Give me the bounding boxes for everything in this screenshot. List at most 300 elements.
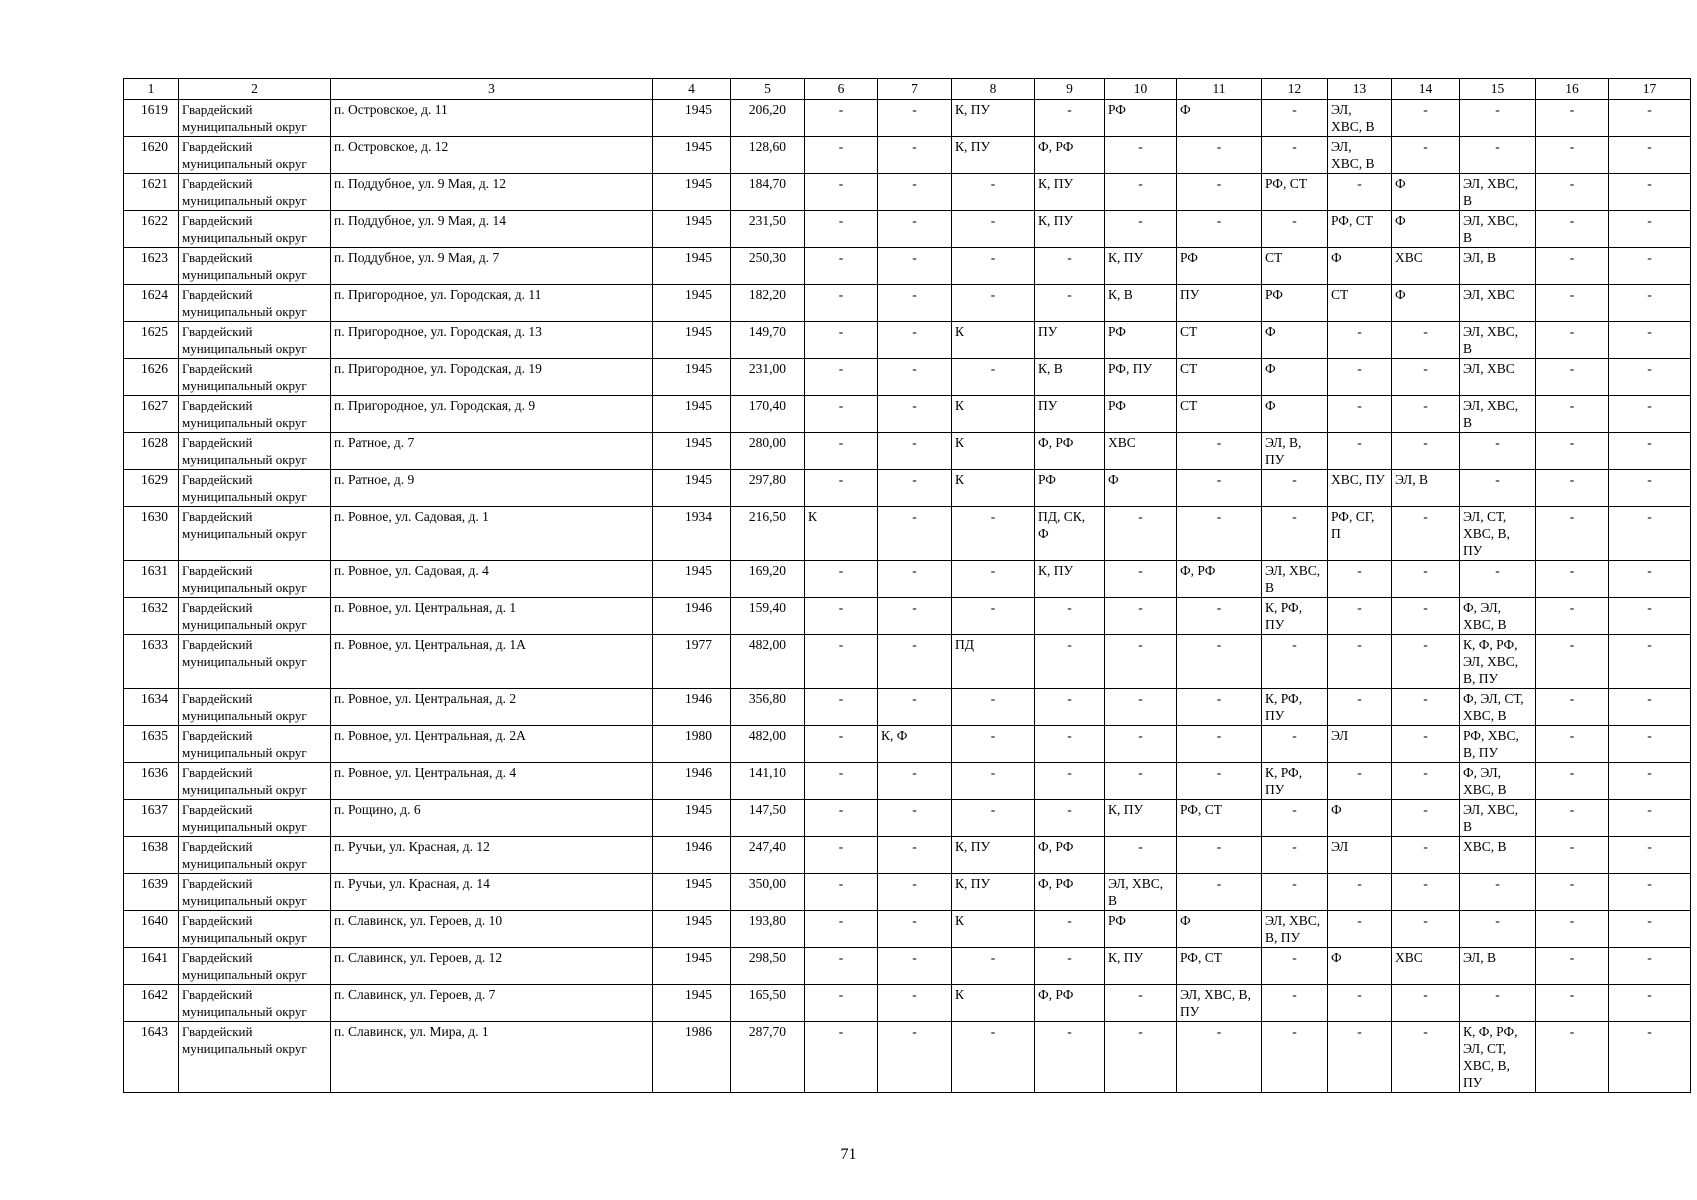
table-cell-col-16: -: [1536, 948, 1609, 985]
table-cell-col-17: -: [1609, 763, 1691, 800]
table-cell-col-12: -: [1262, 726, 1328, 763]
table-cell-col-13: ЭЛ, ХВС, В: [1328, 137, 1392, 174]
table-cell-col-8: -: [952, 689, 1035, 726]
table-cell-col-17: -: [1609, 874, 1691, 911]
table-cell-col-9: Ф, РФ: [1035, 874, 1105, 911]
table-cell-col-5: 482,00: [731, 635, 805, 689]
table-cell-col-6: -: [805, 433, 878, 470]
table-cell-col-11: РФ, СТ: [1177, 800, 1262, 837]
table-cell-col-5: 298,50: [731, 948, 805, 985]
table-cell-col-2: Гвардейский муниципальный округ: [179, 211, 331, 248]
table-cell-col-16: -: [1536, 359, 1609, 396]
table-cell-col-16: -: [1536, 507, 1609, 561]
table-cell-col-2: Гвардейский муниципальный округ: [179, 800, 331, 837]
column-header-7: 7: [878, 79, 952, 100]
table-cell-col-11: -: [1177, 211, 1262, 248]
table-cell-col-4: 1945: [653, 322, 731, 359]
table-row: [124, 598, 1691, 635]
table-cell-col-13: РФ, СТ: [1328, 211, 1392, 248]
table-cell-col-9: РФ: [1035, 470, 1105, 507]
table-cell-col-5: 169,20: [731, 561, 805, 598]
table-cell-col-6: -: [805, 137, 878, 174]
table-cell-col-15: К, Ф, РФ, ЭЛ, СТ, ХВС, В, ПУ: [1460, 1022, 1536, 1093]
table-cell-col-15: ЭЛ, ХВС, В: [1460, 322, 1536, 359]
table-cell-col-10: -: [1105, 561, 1177, 598]
table-cell-col-16: -: [1536, 985, 1609, 1022]
table-cell-col-5: 170,40: [731, 396, 805, 433]
table-cell-col-14: -: [1392, 322, 1460, 359]
table-cell-col-16: -: [1536, 911, 1609, 948]
table-cell-col-13: -: [1328, 433, 1392, 470]
table-cell-col-3: п. Славинск, ул. Героев, д. 7: [331, 985, 653, 1022]
table-cell-col-17: -: [1609, 285, 1691, 322]
column-header-16: 16: [1536, 79, 1609, 100]
table-cell-col-10: -: [1105, 635, 1177, 689]
table-cell-col-1: 1619: [124, 100, 179, 137]
table-cell-col-14: ХВС: [1392, 248, 1460, 285]
table-row: [124, 561, 1691, 598]
page-number: 71: [840, 1146, 857, 1163]
table-cell-col-8: -: [952, 211, 1035, 248]
table-cell-col-16: -: [1536, 396, 1609, 433]
table-cell-col-1: 1623: [124, 248, 179, 285]
table-cell-col-9: Ф, РФ: [1035, 433, 1105, 470]
table-cell-col-6: К: [805, 507, 878, 561]
table-cell-col-15: -: [1460, 470, 1536, 507]
table-cell-col-9: К, ПУ: [1035, 211, 1105, 248]
table-row: [124, 948, 1691, 985]
table-cell-col-2: Гвардейский муниципальный округ: [179, 433, 331, 470]
table-cell-col-9: ПУ: [1035, 396, 1105, 433]
table-cell-col-13: -: [1328, 322, 1392, 359]
table-cell-col-11: -: [1177, 837, 1262, 874]
table-cell-col-16: -: [1536, 470, 1609, 507]
table-row: [124, 635, 1691, 689]
table-cell-col-11: -: [1177, 689, 1262, 726]
table-cell-col-7: -: [878, 211, 952, 248]
table-cell-col-14: ХВС: [1392, 948, 1460, 985]
table-cell-col-9: К, ПУ: [1035, 561, 1105, 598]
table-cell-col-10: -: [1105, 598, 1177, 635]
table-cell-col-6: -: [805, 598, 878, 635]
table-cell-col-8: -: [952, 359, 1035, 396]
table-cell-col-6: -: [805, 689, 878, 726]
column-header-8: 8: [952, 79, 1035, 100]
table-row: [124, 211, 1691, 248]
table-cell-col-15: -: [1460, 874, 1536, 911]
table-cell-col-17: -: [1609, 507, 1691, 561]
table-cell-col-10: -: [1105, 985, 1177, 1022]
table-cell-col-1: 1634: [124, 689, 179, 726]
table-cell-col-5: 206,20: [731, 100, 805, 137]
table-cell-col-4: 1945: [653, 985, 731, 1022]
table-cell-col-8: К, ПУ: [952, 137, 1035, 174]
table-cell-col-1: 1636: [124, 763, 179, 800]
column-header-3: 3: [331, 79, 653, 100]
table-row: [124, 874, 1691, 911]
table-cell-col-12: -: [1262, 1022, 1328, 1093]
table-cell-col-12: Ф: [1262, 396, 1328, 433]
table-cell-col-1: 1625: [124, 322, 179, 359]
table-cell-col-4: 1945: [653, 396, 731, 433]
table-cell-col-16: -: [1536, 689, 1609, 726]
table-cell-col-10: К, ПУ: [1105, 800, 1177, 837]
table-cell-col-1: 1642: [124, 985, 179, 1022]
table-cell-col-11: -: [1177, 598, 1262, 635]
table-cell-col-13: ЭЛ: [1328, 837, 1392, 874]
table-cell-col-13: -: [1328, 1022, 1392, 1093]
table-cell-col-3: п. Ручьи, ул. Красная, д. 12: [331, 837, 653, 874]
table-cell-col-7: -: [878, 507, 952, 561]
column-header-17: 17: [1609, 79, 1691, 100]
table-cell-col-10: РФ: [1105, 322, 1177, 359]
table-cell-col-2: Гвардейский муниципальный округ: [179, 507, 331, 561]
table-cell-col-17: -: [1609, 433, 1691, 470]
table-row: [124, 174, 1691, 211]
table-cell-col-9: -: [1035, 726, 1105, 763]
table-cell-col-5: 280,00: [731, 433, 805, 470]
table-cell-col-8: К: [952, 985, 1035, 1022]
table-cell-col-12: РФ: [1262, 285, 1328, 322]
table-cell-col-4: 1945: [653, 285, 731, 322]
table-cell-col-4: 1977: [653, 635, 731, 689]
table-cell-col-14: -: [1392, 100, 1460, 137]
table-cell-col-11: СТ: [1177, 322, 1262, 359]
table-cell-col-2: Гвардейский муниципальный округ: [179, 874, 331, 911]
table-cell-col-4: 1945: [653, 800, 731, 837]
table-cell-col-7: -: [878, 948, 952, 985]
table-cell-col-13: -: [1328, 763, 1392, 800]
table-cell-col-10: Ф: [1105, 470, 1177, 507]
table-cell-col-4: 1945: [653, 248, 731, 285]
table-row: [124, 137, 1691, 174]
table-cell-col-4: 1945: [653, 561, 731, 598]
table-cell-col-1: 1640: [124, 911, 179, 948]
table-cell-col-4: 1945: [653, 174, 731, 211]
table-cell-col-5: 159,40: [731, 598, 805, 635]
table-cell-col-8: К: [952, 470, 1035, 507]
table-cell-col-6: -: [805, 470, 878, 507]
table-cell-col-11: Ф: [1177, 100, 1262, 137]
table-body: [124, 100, 1691, 1093]
table-cell-col-7: -: [878, 911, 952, 948]
table-cell-col-8: -: [952, 763, 1035, 800]
table-cell-col-9: -: [1035, 948, 1105, 985]
table-cell-col-17: -: [1609, 837, 1691, 874]
table-cell-col-3: п. Ровное, ул. Центральная, д. 1: [331, 598, 653, 635]
table-cell-col-17: -: [1609, 948, 1691, 985]
table-cell-col-2: Гвардейский муниципальный округ: [179, 137, 331, 174]
table-cell-col-16: -: [1536, 1022, 1609, 1093]
table-cell-col-3: п. Поддубное, ул. 9 Мая, д. 12: [331, 174, 653, 211]
table-cell-col-13: ХВС, ПУ: [1328, 470, 1392, 507]
table-cell-col-14: -: [1392, 137, 1460, 174]
table-row: [124, 433, 1691, 470]
table-cell-col-13: -: [1328, 561, 1392, 598]
table-cell-col-15: К, Ф, РФ, ЭЛ, ХВС, В, ПУ: [1460, 635, 1536, 689]
table-cell-col-17: -: [1609, 635, 1691, 689]
table-cell-col-16: -: [1536, 874, 1609, 911]
table-cell-col-2: Гвардейский муниципальный округ: [179, 174, 331, 211]
table-cell-col-10: -: [1105, 174, 1177, 211]
table-cell-col-12: ЭЛ, ХВС, В, ПУ: [1262, 911, 1328, 948]
table-cell-col-11: Ф, РФ: [1177, 561, 1262, 598]
table-cell-col-12: СТ: [1262, 248, 1328, 285]
table-cell-col-16: -: [1536, 763, 1609, 800]
table-cell-col-12: К, РФ, ПУ: [1262, 598, 1328, 635]
table-cell-col-16: -: [1536, 635, 1609, 689]
table-cell-col-14: -: [1392, 598, 1460, 635]
table-cell-col-6: -: [805, 248, 878, 285]
table-cell-col-6: -: [805, 322, 878, 359]
table-cell-col-9: -: [1035, 689, 1105, 726]
table-cell-col-5: 149,70: [731, 322, 805, 359]
table-cell-col-8: К: [952, 396, 1035, 433]
table-cell-col-13: -: [1328, 359, 1392, 396]
table-row: [124, 800, 1691, 837]
table-cell-col-1: 1621: [124, 174, 179, 211]
table-cell-col-7: -: [878, 322, 952, 359]
table-cell-col-17: -: [1609, 174, 1691, 211]
table-cell-col-9: К, В: [1035, 359, 1105, 396]
table-cell-col-7: -: [878, 985, 952, 1022]
table-cell-col-14: -: [1392, 726, 1460, 763]
table-cell-col-14: Ф: [1392, 174, 1460, 211]
table-cell-col-2: Гвардейский муниципальный округ: [179, 248, 331, 285]
table-cell-col-8: ПД: [952, 635, 1035, 689]
table-cell-col-2: Гвардейский муниципальный округ: [179, 837, 331, 874]
table-cell-col-14: -: [1392, 433, 1460, 470]
table-cell-col-5: 182,20: [731, 285, 805, 322]
table-cell-col-8: К, ПУ: [952, 874, 1035, 911]
table-row: [124, 100, 1691, 137]
table-cell-col-12: -: [1262, 211, 1328, 248]
building-repair-table: [123, 78, 1691, 1093]
table-cell-col-3: п. Славинск, ул. Героев, д. 12: [331, 948, 653, 985]
table-cell-col-2: Гвардейский муниципальный округ: [179, 359, 331, 396]
table-cell-col-12: -: [1262, 100, 1328, 137]
table-cell-col-16: -: [1536, 211, 1609, 248]
table-cell-col-11: РФ, СТ: [1177, 948, 1262, 985]
table-row: [124, 911, 1691, 948]
table-cell-col-3: п. Рощино, д. 6: [331, 800, 653, 837]
table-cell-col-4: 1945: [653, 100, 731, 137]
table-cell-col-11: СТ: [1177, 359, 1262, 396]
table-cell-col-17: -: [1609, 248, 1691, 285]
table-cell-col-1: 1627: [124, 396, 179, 433]
table-cell-col-16: -: [1536, 433, 1609, 470]
table-cell-col-10: РФ: [1105, 911, 1177, 948]
table-cell-col-9: Ф, РФ: [1035, 137, 1105, 174]
table-cell-col-5: 141,10: [731, 763, 805, 800]
table-cell-col-14: -: [1392, 763, 1460, 800]
table-cell-col-6: -: [805, 911, 878, 948]
table-cell-col-4: 1946: [653, 837, 731, 874]
table-cell-col-17: -: [1609, 137, 1691, 174]
table-cell-col-10: К, ПУ: [1105, 948, 1177, 985]
table-cell-col-9: -: [1035, 911, 1105, 948]
table-cell-col-3: п. Пригородное, ул. Городская, д. 19: [331, 359, 653, 396]
table-cell-col-5: 231,50: [731, 211, 805, 248]
table-cell-col-3: п. Ровное, ул. Центральная, д. 2А: [331, 726, 653, 763]
table-cell-col-6: -: [805, 874, 878, 911]
table-cell-col-8: К: [952, 433, 1035, 470]
table-cell-col-7: -: [878, 174, 952, 211]
column-header-1: 1: [124, 79, 179, 100]
table-cell-col-7: -: [878, 359, 952, 396]
column-header-13: 13: [1328, 79, 1392, 100]
table-cell-col-2: Гвардейский муниципальный округ: [179, 763, 331, 800]
table-cell-col-17: -: [1609, 726, 1691, 763]
table-cell-col-9: -: [1035, 1022, 1105, 1093]
table-cell-col-5: 184,70: [731, 174, 805, 211]
table-cell-col-15: ХВС, В: [1460, 837, 1536, 874]
table-cell-col-1: 1643: [124, 1022, 179, 1093]
table-cell-col-12: -: [1262, 800, 1328, 837]
table-cell-col-13: РФ, СГ, П: [1328, 507, 1392, 561]
table-cell-col-4: 1945: [653, 137, 731, 174]
table-cell-col-6: -: [805, 726, 878, 763]
table-cell-col-9: -: [1035, 248, 1105, 285]
table-cell-col-10: -: [1105, 689, 1177, 726]
table-cell-col-10: -: [1105, 763, 1177, 800]
table-cell-col-6: -: [805, 635, 878, 689]
table-row: [124, 763, 1691, 800]
table-cell-col-2: Гвардейский муниципальный округ: [179, 911, 331, 948]
table-cell-col-12: Ф: [1262, 322, 1328, 359]
table-cell-col-2: Гвардейский муниципальный округ: [179, 689, 331, 726]
table-cell-col-13: -: [1328, 874, 1392, 911]
table-cell-col-3: п. Поддубное, ул. 9 Мая, д. 14: [331, 211, 653, 248]
table-cell-col-10: -: [1105, 507, 1177, 561]
table-cell-col-7: -: [878, 248, 952, 285]
table-cell-col-17: -: [1609, 1022, 1691, 1093]
table-row: [124, 689, 1691, 726]
table-cell-col-14: -: [1392, 561, 1460, 598]
table-cell-col-8: -: [952, 948, 1035, 985]
table-cell-col-4: 1945: [653, 433, 731, 470]
table-cell-col-2: Гвардейский муниципальный округ: [179, 598, 331, 635]
table-cell-col-3: п. Островское, д. 12: [331, 137, 653, 174]
table-cell-col-7: -: [878, 396, 952, 433]
table-cell-col-13: СТ: [1328, 285, 1392, 322]
table-cell-col-3: п. Славинск, ул. Героев, д. 10: [331, 911, 653, 948]
table-cell-col-1: 1633: [124, 635, 179, 689]
table-cell-col-5: 247,40: [731, 837, 805, 874]
column-header-4: 4: [653, 79, 731, 100]
table-cell-col-10: -: [1105, 726, 1177, 763]
table-cell-col-13: -: [1328, 598, 1392, 635]
table-cell-col-3: п. Ровное, ул. Садовая, д. 4: [331, 561, 653, 598]
table-cell-col-2: Гвардейский муниципальный округ: [179, 635, 331, 689]
table-cell-col-15: ЭЛ, ХВС, В: [1460, 396, 1536, 433]
table-cell-col-7: -: [878, 837, 952, 874]
table-cell-col-12: -: [1262, 507, 1328, 561]
table-cell-col-17: -: [1609, 561, 1691, 598]
table-cell-col-14: Ф: [1392, 285, 1460, 322]
table-cell-col-2: Гвардейский муниципальный округ: [179, 1022, 331, 1093]
table-cell-col-13: -: [1328, 174, 1392, 211]
table-cell-col-1: 1622: [124, 211, 179, 248]
table-cell-col-15: -: [1460, 561, 1536, 598]
table-cell-col-6: -: [805, 396, 878, 433]
table-cell-col-14: -: [1392, 800, 1460, 837]
table-cell-col-4: 1946: [653, 689, 731, 726]
table-cell-col-10: РФ: [1105, 396, 1177, 433]
table-cell-col-1: 1639: [124, 874, 179, 911]
table-cell-col-12: РФ, СТ: [1262, 174, 1328, 211]
table-cell-col-15: -: [1460, 433, 1536, 470]
table-cell-col-5: 216,50: [731, 507, 805, 561]
table-cell-col-4: 1945: [653, 470, 731, 507]
table-cell-col-6: -: [805, 561, 878, 598]
table-cell-col-8: К, ПУ: [952, 100, 1035, 137]
table-cell-col-1: 1631: [124, 561, 179, 598]
table-cell-col-7: -: [878, 689, 952, 726]
column-header-6: 6: [805, 79, 878, 100]
table-cell-col-1: 1628: [124, 433, 179, 470]
table-cell-col-11: -: [1177, 137, 1262, 174]
table-cell-col-14: -: [1392, 911, 1460, 948]
table-cell-col-1: 1637: [124, 800, 179, 837]
table-cell-col-2: Гвардейский муниципальный округ: [179, 985, 331, 1022]
table-cell-col-7: -: [878, 470, 952, 507]
table-cell-col-7: -: [878, 561, 952, 598]
table-row: [124, 726, 1691, 763]
table-cell-col-3: п. Островское, д. 11: [331, 100, 653, 137]
table-row: [124, 507, 1691, 561]
table-cell-col-13: ЭЛ: [1328, 726, 1392, 763]
table-cell-col-9: -: [1035, 598, 1105, 635]
table-cell-col-15: -: [1460, 985, 1536, 1022]
table-cell-col-5: 147,50: [731, 800, 805, 837]
table-cell-col-9: -: [1035, 635, 1105, 689]
table-cell-col-10: -: [1105, 211, 1177, 248]
table-row: [124, 248, 1691, 285]
table-cell-col-5: 287,70: [731, 1022, 805, 1093]
table-cell-col-6: -: [805, 359, 878, 396]
table-cell-col-16: -: [1536, 174, 1609, 211]
table-cell-col-12: -: [1262, 874, 1328, 911]
table-cell-col-13: Ф: [1328, 248, 1392, 285]
table-cell-col-11: -: [1177, 470, 1262, 507]
table-cell-col-2: Гвардейский муниципальный округ: [179, 396, 331, 433]
table-cell-col-7: -: [878, 874, 952, 911]
table-cell-col-3: п. Ратное, д. 7: [331, 433, 653, 470]
table-cell-col-12: -: [1262, 470, 1328, 507]
table-cell-col-2: Гвардейский муниципальный округ: [179, 561, 331, 598]
table-cell-col-15: -: [1460, 100, 1536, 137]
table-cell-col-17: -: [1609, 911, 1691, 948]
table-cell-col-5: 297,80: [731, 470, 805, 507]
table-cell-col-13: -: [1328, 635, 1392, 689]
table-cell-col-16: -: [1536, 837, 1609, 874]
table-cell-col-13: ЭЛ, ХВС, В: [1328, 100, 1392, 137]
table-cell-col-9: К, ПУ: [1035, 174, 1105, 211]
table-cell-col-15: ЭЛ, ХВС, В: [1460, 211, 1536, 248]
table-cell-col-6: -: [805, 285, 878, 322]
table-cell-col-16: -: [1536, 800, 1609, 837]
table-cell-col-7: -: [878, 763, 952, 800]
table-cell-col-3: п. Поддубное, ул. 9 Мая, д. 7: [331, 248, 653, 285]
table-cell-col-4: 1946: [653, 598, 731, 635]
table-cell-col-15: ЭЛ, ХВС: [1460, 359, 1536, 396]
table-cell-col-6: -: [805, 837, 878, 874]
table-cell-col-3: п. Ровное, ул. Центральная, д. 1А: [331, 635, 653, 689]
column-header-10: 10: [1105, 79, 1177, 100]
table-cell-col-11: -: [1177, 1022, 1262, 1093]
table-cell-col-13: Ф: [1328, 800, 1392, 837]
